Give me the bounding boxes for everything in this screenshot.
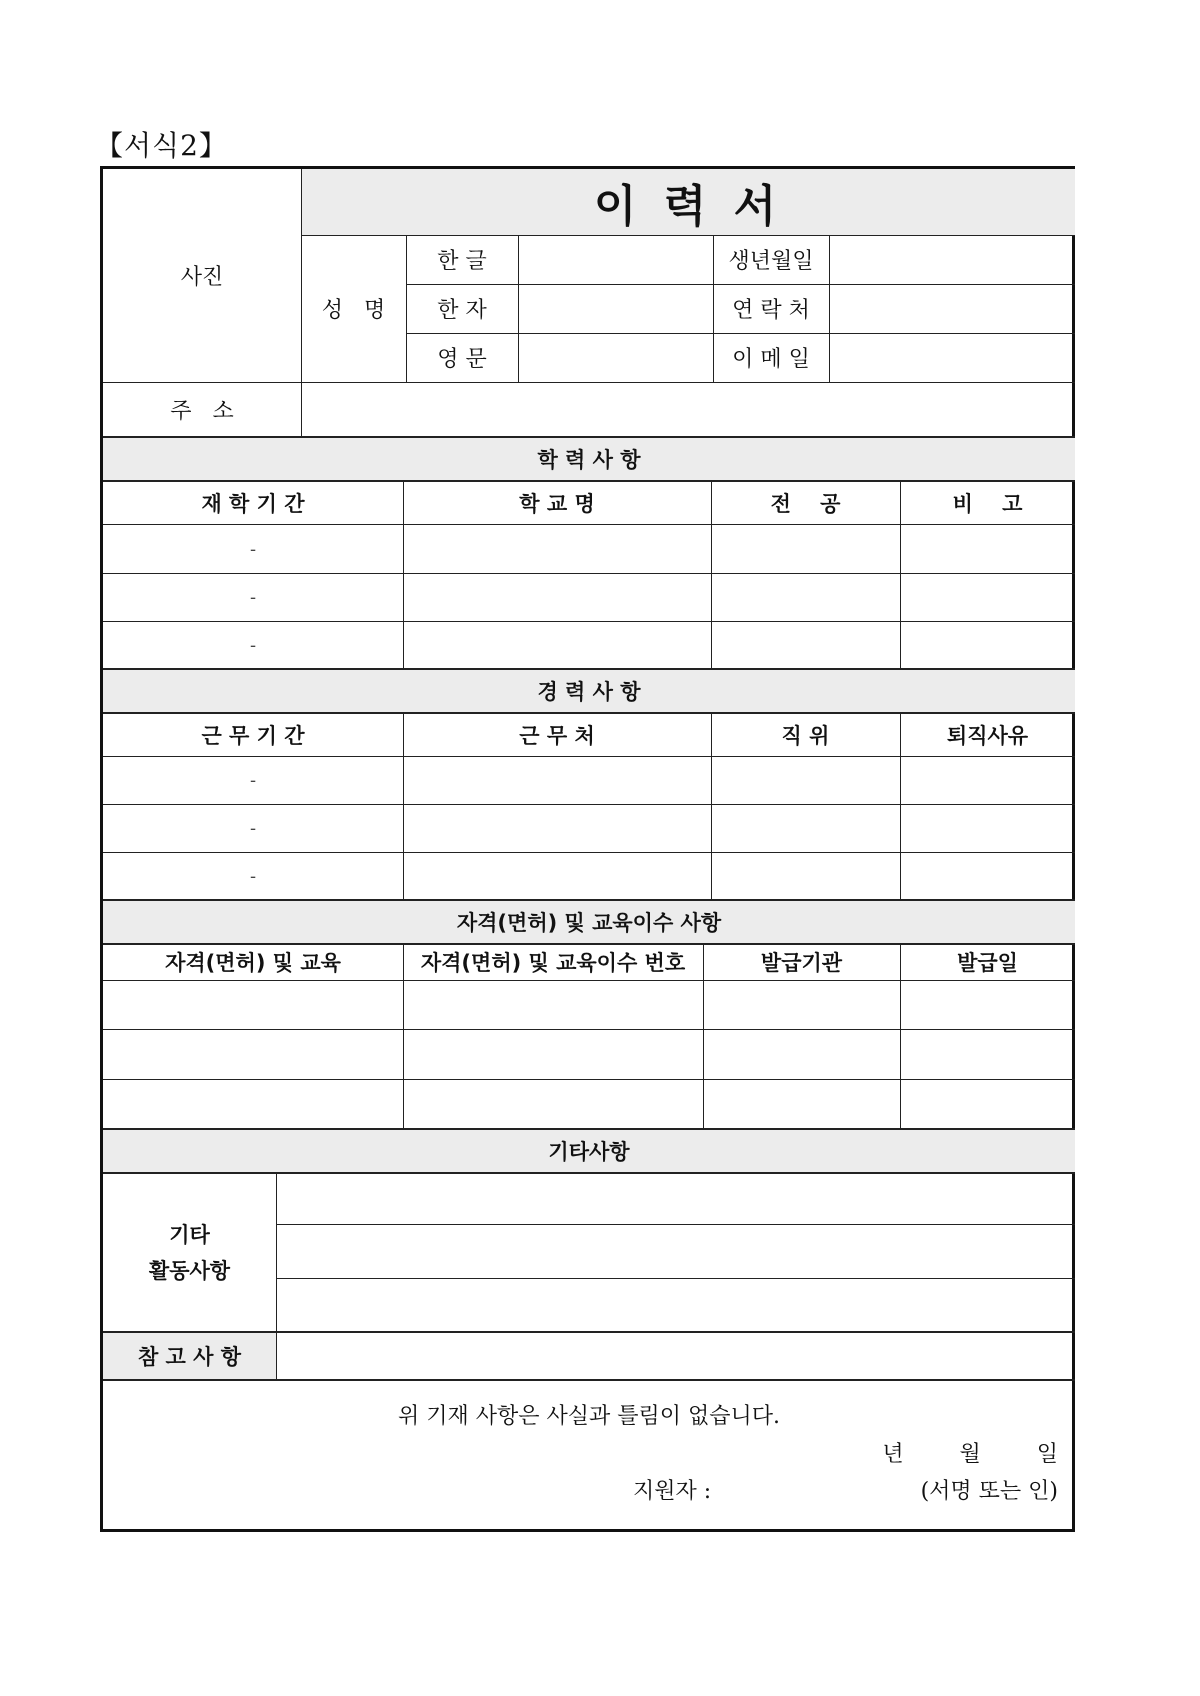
education-section-title: 학 력 사 항 (537, 448, 641, 472)
activities-label-line-2: 활동사항 (148, 1258, 231, 1283)
email-label: 이 메 일 (732, 347, 810, 372)
education-row-1-period[interactable]: - (249, 538, 257, 560)
activities-label (103, 1173, 276, 1332)
career-header-reason: 퇴직사유 (946, 724, 1029, 748)
birth-field[interactable] (829, 235, 1075, 284)
photo-box[interactable]: 사진 (180, 265, 224, 290)
career-header-position: 직 위 (781, 724, 830, 748)
career-row-1-period[interactable]: - (249, 770, 257, 791)
reference-label: 참 고 사 항 (137, 1344, 242, 1369)
activities-label-line-1: 기타 (169, 1222, 210, 1247)
activities-line-1[interactable] (276, 1173, 1075, 1224)
education-header-period: 재 학 기 간 (201, 492, 305, 516)
name-label: 성 명 (321, 298, 386, 323)
hangul-label: 한 글 (437, 249, 487, 274)
career-header-workplace: 근 무 처 (519, 724, 595, 748)
applicant-label: 지원자 : (633, 1478, 712, 1504)
education-row-2-period[interactable]: - (249, 586, 257, 608)
contact-label: 연 락 처 (732, 298, 810, 323)
form-title: 이 력 서 (593, 181, 783, 232)
resume-form (100, 166, 1075, 1532)
hanja-label: 한 자 (437, 298, 487, 323)
education-header-school: 학 교 명 (519, 492, 595, 516)
career-row-3-period[interactable]: - (249, 865, 257, 887)
license-header-number: 자격(면허) 및 교육이수 번호 (420, 951, 686, 975)
reference-field[interactable] (276, 1332, 1075, 1379)
address-label: 주 소 (170, 398, 234, 424)
address-field[interactable] (301, 382, 1075, 436)
license-header-name: 자격(면허) 및 교육 (165, 951, 341, 975)
career-header-period: 근 무 기 간 (201, 724, 305, 748)
birth-label: 생년월일 (728, 249, 814, 274)
name-hangul-field[interactable] (518, 235, 713, 284)
license-header-date: 발급일 (957, 951, 1018, 975)
activities-line-2[interactable] (276, 1224, 1075, 1278)
contact-field[interactable] (829, 284, 1075, 333)
form-label: 【서식2】 (95, 129, 228, 162)
education-row-3-period[interactable]: - (249, 634, 257, 656)
license-header-issuer: 발급기관 (760, 951, 843, 975)
license-section-title: 자격(면허) 및 교육이수 사항 (456, 911, 722, 935)
career-row-2-period[interactable]: - (249, 817, 257, 839)
declaration-text: 위 기재 사항은 사실과 틀림이 없습니다. (398, 1403, 780, 1429)
english-label: 영 문 (437, 347, 487, 372)
date-line: 년 월 일 (882, 1441, 1058, 1467)
other-section-title: 기타사항 (548, 1140, 630, 1164)
name-hanja-field[interactable] (518, 284, 713, 333)
signature-label: (서명 또는 인) (920, 1478, 1058, 1504)
name-english-field[interactable] (518, 333, 713, 382)
education-header-major: 전 공 (770, 492, 841, 516)
email-field[interactable] (829, 333, 1075, 382)
career-section-title: 경 력 사 항 (537, 680, 641, 704)
education-header-note: 비 고 (952, 492, 1023, 516)
activities-line-3[interactable] (276, 1278, 1075, 1331)
